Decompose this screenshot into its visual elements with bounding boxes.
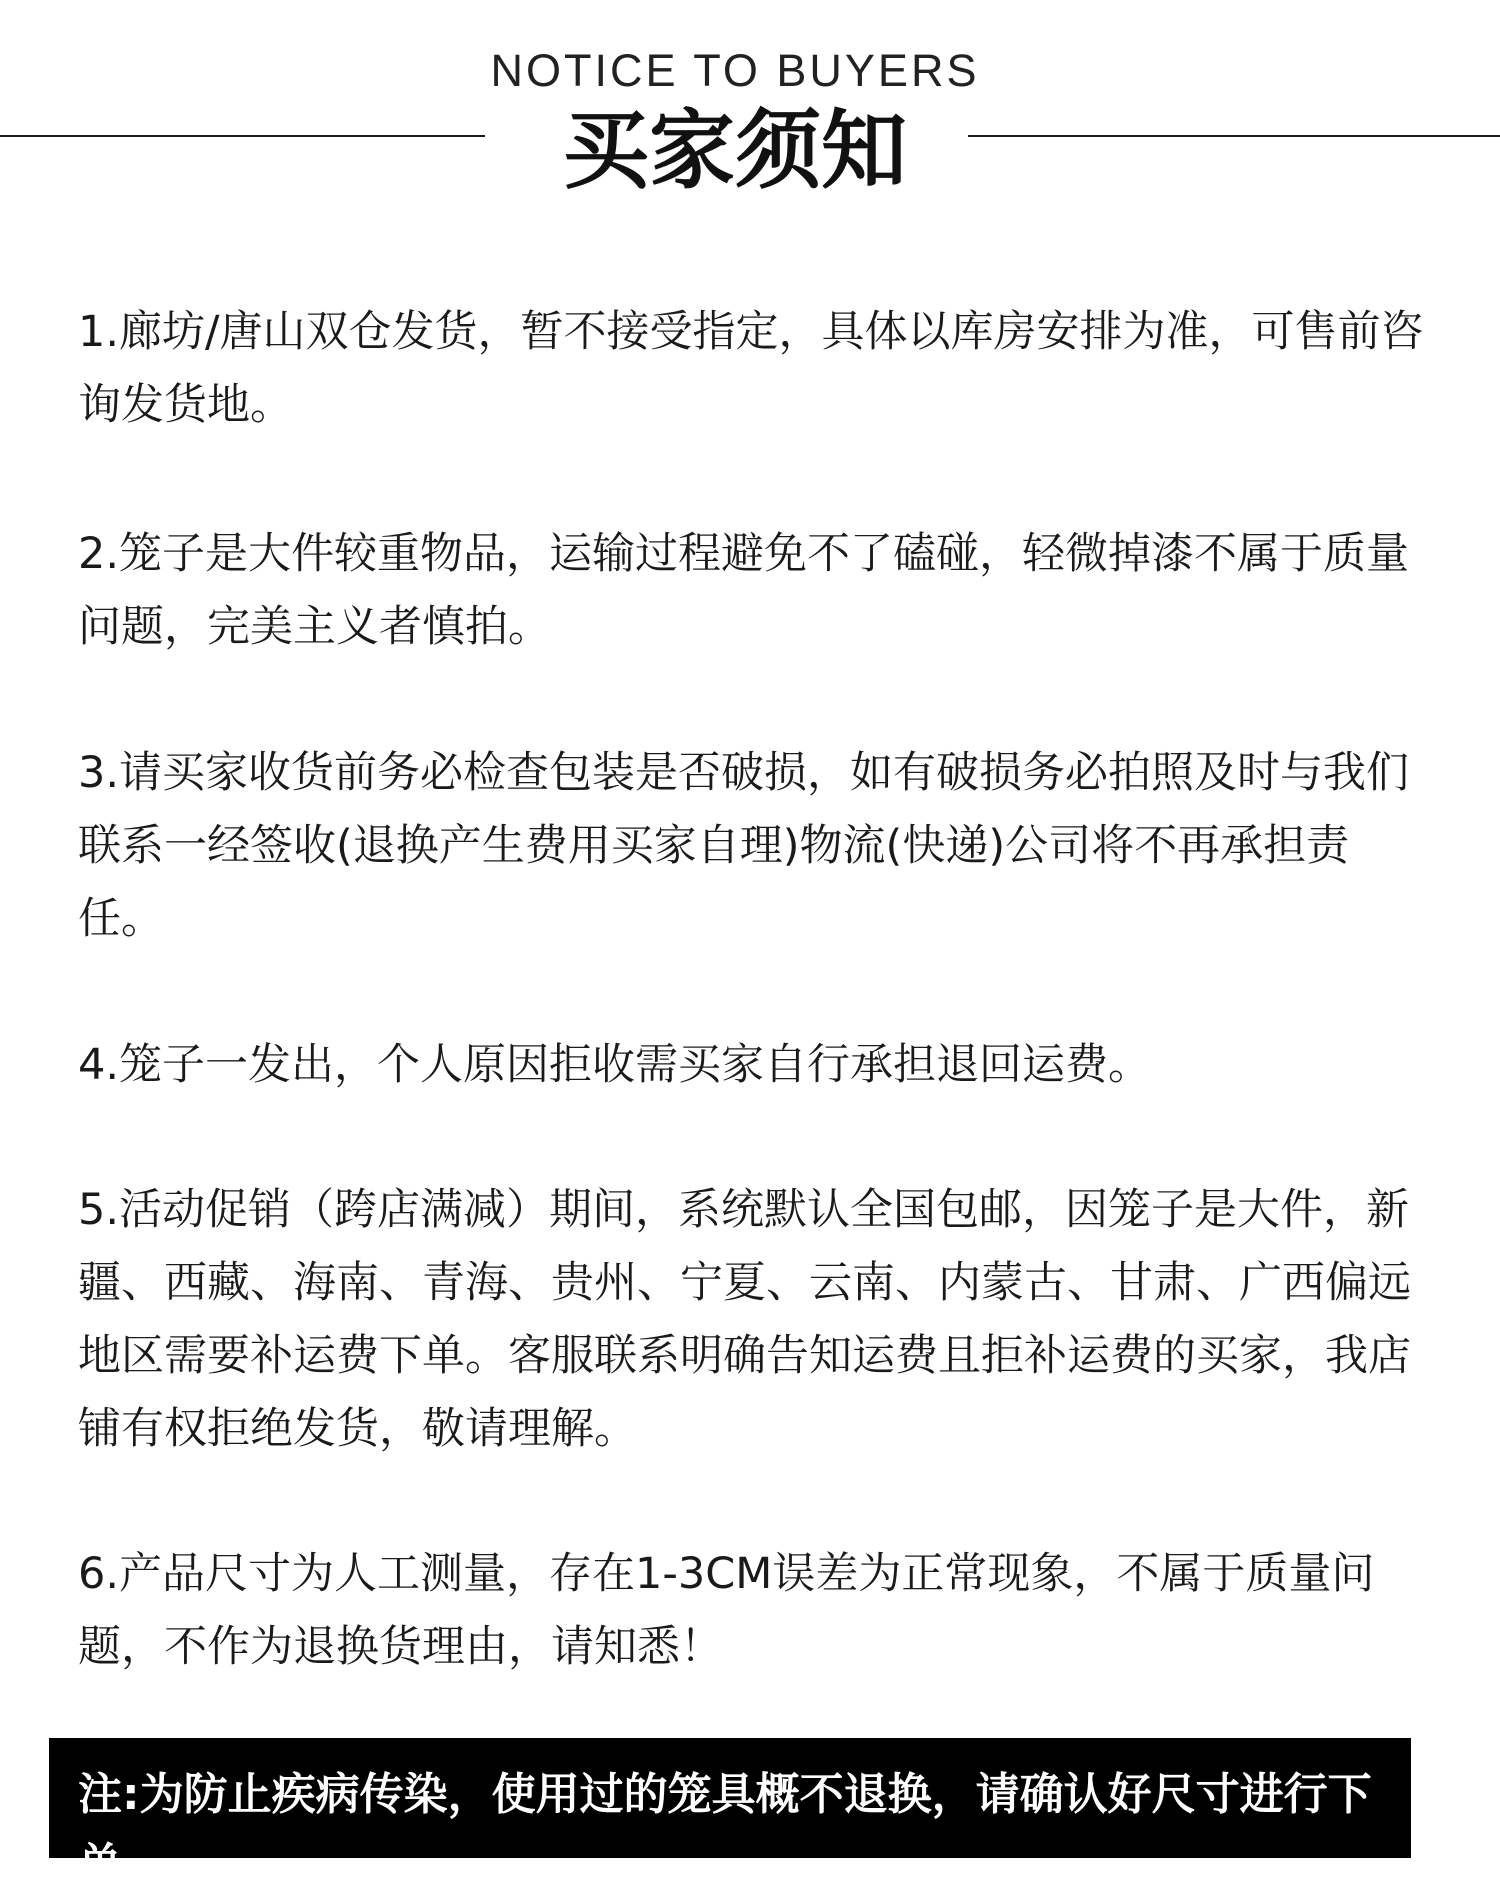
notice-item-5: 5.活动促销（跨店满减）期间，系统默认全国包邮，因笼子是大件，新疆、西藏、海南、青海、贵州、宁夏、云南、内蒙古、甘肃、广西偏远地区需要补运费下单。客服联系明确告知运费且拒补运费的买家，我店铺有权拒绝发货，敬请理解。 bbox=[78, 1185, 1411, 1454]
header-subtitle: NOTICE TO BUYERS bbox=[490, 45, 980, 96]
header bbox=[0, 0, 1500, 220]
notice-item-6: 6.产品尺寸为人工测量，存在1-3CM误差为正常现象，不属于质量问题，不作为退换货理由，请知悉！ bbox=[78, 1549, 1375, 1672]
notice-item-2: 2.笼子是大件较重物品，运输过程避免不了磕碰，轻微掉漆不属于质量问题，完美主义者慎拍。 bbox=[78, 529, 1410, 652]
notice-item-1: 1.廊坊/唐山双仓发货，暂不接受指定，具体以库房安排为准，可售前咨询发货地。 bbox=[78, 307, 1424, 430]
notice-item-4: 4.笼子一发出，个人原因拒收需买家自行承担退回运费。 bbox=[78, 1040, 1152, 1090]
notice-item-3: 3.请买家收货前务必检查包装是否破损，如有破损务必拍照及时与我们联系一经签收(退换产生费用买家自理)物流(快递)公司将不再承担责任。 bbox=[78, 748, 1410, 944]
page-title: 买家须知 bbox=[563, 101, 907, 201]
warning-text: 注:为防止疾病传染，使用过的笼具概不退换，请确认好尺寸进行下单 bbox=[78, 1769, 1372, 1890]
warning-banner bbox=[49, 1738, 1411, 1890]
